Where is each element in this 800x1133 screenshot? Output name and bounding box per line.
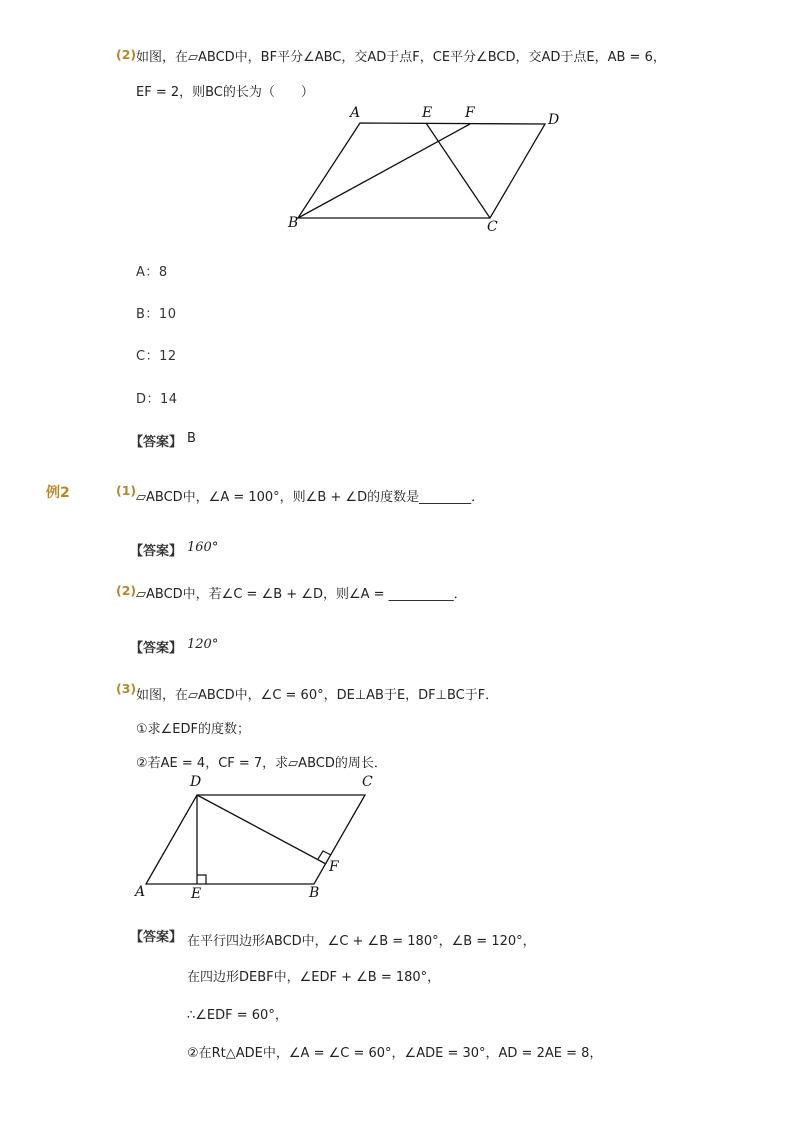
sub-question-text-3-line3: ②若AE = 4，CF = 7，求▱ABCD的周长．	[136, 756, 387, 771]
example-label: 例2	[46, 485, 70, 501]
fig-label-b: B	[309, 885, 320, 901]
answer-tag: 【答案】	[130, 435, 183, 450]
option-d: D：14	[136, 392, 178, 407]
fig-label-a: A	[350, 105, 361, 121]
fig-label-c: C	[487, 219, 498, 235]
answer-value: B	[187, 431, 196, 446]
fig-label-d: D	[190, 774, 202, 790]
answer-line-1: 在平行四边形ABCD中，∠C + ∠B = 180°，∠B = 120°，	[187, 934, 536, 949]
fig-label-e: E	[191, 886, 202, 902]
fig-label-d: D	[548, 112, 560, 128]
parallelogram-figure-1	[280, 100, 570, 240]
option-b: B：10	[136, 307, 177, 322]
answer-line-3: ∴∠EDF = 60°，	[187, 1008, 288, 1023]
sub-question-text-3-line1: 如图，在▱ABCD中，∠C = 60°，DE⊥AB于E，DF⊥BC于F．	[136, 688, 499, 703]
answer-tag: 【答案】	[130, 544, 183, 559]
answer-tag: 【答案】	[130, 641, 183, 656]
sub-question-number-2: (2)	[116, 583, 137, 598]
sub-question-text-3-line2: ①求∠EDF的度数；	[136, 722, 251, 737]
sub-question-number-3: (3)	[116, 681, 137, 696]
option-c: C：12	[136, 349, 177, 364]
answer-value: 120°	[187, 637, 219, 652]
answer-line-4: ②在Rt△ADE中，∠A = ∠C = 60°，∠ADE = 30°，AD = 2AE = 8，	[187, 1046, 603, 1061]
answer-value: 160°	[187, 540, 219, 555]
sub-question-text-2: ▱ABCD中，若∠C = ∠B + ∠D，则∠A = __________．	[136, 587, 467, 602]
fig-label-f: F	[329, 859, 339, 875]
question-text-line2: EF = 2，则BC的长为（ ）	[136, 85, 314, 100]
fig-label-c: C	[362, 774, 373, 790]
fig-label-f: F	[465, 105, 475, 121]
question-number: (2)	[116, 47, 137, 62]
sub-question-text-1: ▱ABCD中，∠A = 100°，则∠B + ∠D的度数是________．	[136, 490, 485, 505]
answer-line-2: 在四边形DEBF中，∠EDF + ∠B = 180°，	[187, 970, 441, 985]
question-text-line1: 如图，在▱ABCD中，BF平分∠ABC，交AD于点F，CE平分∠BCD，交AD于点E，AB = 6，	[136, 50, 666, 65]
answer-tag: 【答案】	[130, 930, 183, 945]
fig-label-e: E	[422, 105, 433, 121]
parallelogram-figure-2	[130, 770, 380, 905]
fig-label-b: B	[288, 215, 299, 231]
sub-question-number-1: (1)	[116, 483, 137, 498]
fig-label-a: A	[135, 884, 146, 900]
option-a: A：8	[136, 265, 168, 280]
